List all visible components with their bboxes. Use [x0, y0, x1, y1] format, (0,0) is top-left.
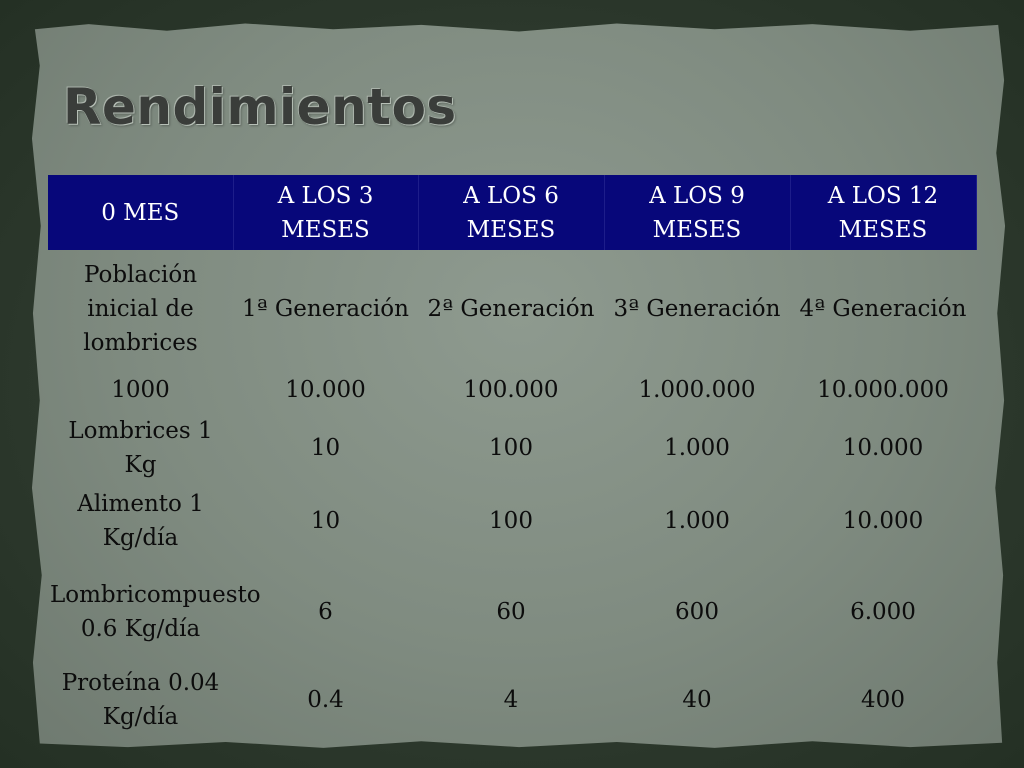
header-cell-12-meses: A LOS 12 MESES	[790, 175, 976, 250]
table-cell: 10.000	[842, 435, 924, 461]
table-row	[48, 412, 976, 484]
table-cell: 10.000	[285, 377, 366, 403]
table-row	[48, 250, 976, 368]
table-cell: 10.000.000	[817, 377, 949, 403]
header-cell-0-mes: 0 MES	[48, 175, 233, 250]
table-header	[48, 175, 976, 250]
table-row	[48, 484, 976, 558]
table-cell: 1000	[111, 377, 170, 403]
table-cell: 1ª Generación	[242, 296, 409, 322]
table-row	[48, 666, 976, 734]
header-cell-9-meses: A LOS 9 MESES	[604, 175, 790, 250]
yield-table-container	[48, 175, 976, 734]
table-cell: Alimento 1 Kg/día	[77, 491, 204, 551]
slide-title: Rendimientos	[63, 78, 457, 136]
table-body	[48, 250, 976, 734]
table-cell: 60	[496, 599, 526, 625]
table-cell: 6.000	[850, 599, 916, 625]
table-cell: 10	[310, 508, 341, 534]
table-row	[48, 558, 976, 666]
table-cell: Proteína 0.04 Kg/día	[61, 670, 220, 730]
table-cell: 4ª Generación	[799, 296, 967, 322]
table-cell: 600	[675, 599, 719, 625]
table-cell: 1.000.000	[638, 377, 756, 403]
table-cell: 6	[318, 599, 333, 625]
table-cell: 400	[861, 687, 905, 713]
table-cell: 100	[489, 435, 533, 461]
table-cell: 4	[503, 687, 519, 713]
table-cell: 0.4	[307, 687, 344, 713]
table-cell: 3ª Generación	[613, 296, 781, 322]
table-cell: Población inicial de lombrices	[83, 262, 198, 356]
table-cell: 2ª Generación	[427, 296, 595, 322]
table-cell: 100	[489, 508, 533, 534]
table-cell: Lombrices 1 Kg	[68, 418, 213, 478]
table-cell: 40	[682, 687, 712, 713]
table-cell: 100.000	[463, 377, 559, 403]
header-row	[48, 175, 976, 250]
table-cell: 10	[310, 435, 341, 461]
table-cell: 1.000	[664, 435, 730, 461]
table-row	[48, 368, 976, 412]
table-cell: 1.000	[664, 508, 730, 534]
table-cell: Lombricompuesto 0.6 Kg/día	[50, 582, 261, 642]
table-cell: 10.000	[842, 508, 924, 534]
yield-table	[48, 175, 977, 734]
header-cell-6-meses: A LOS 6 MESES	[418, 175, 604, 250]
header-cell-3-meses: A LOS 3 MESES	[233, 175, 418, 250]
